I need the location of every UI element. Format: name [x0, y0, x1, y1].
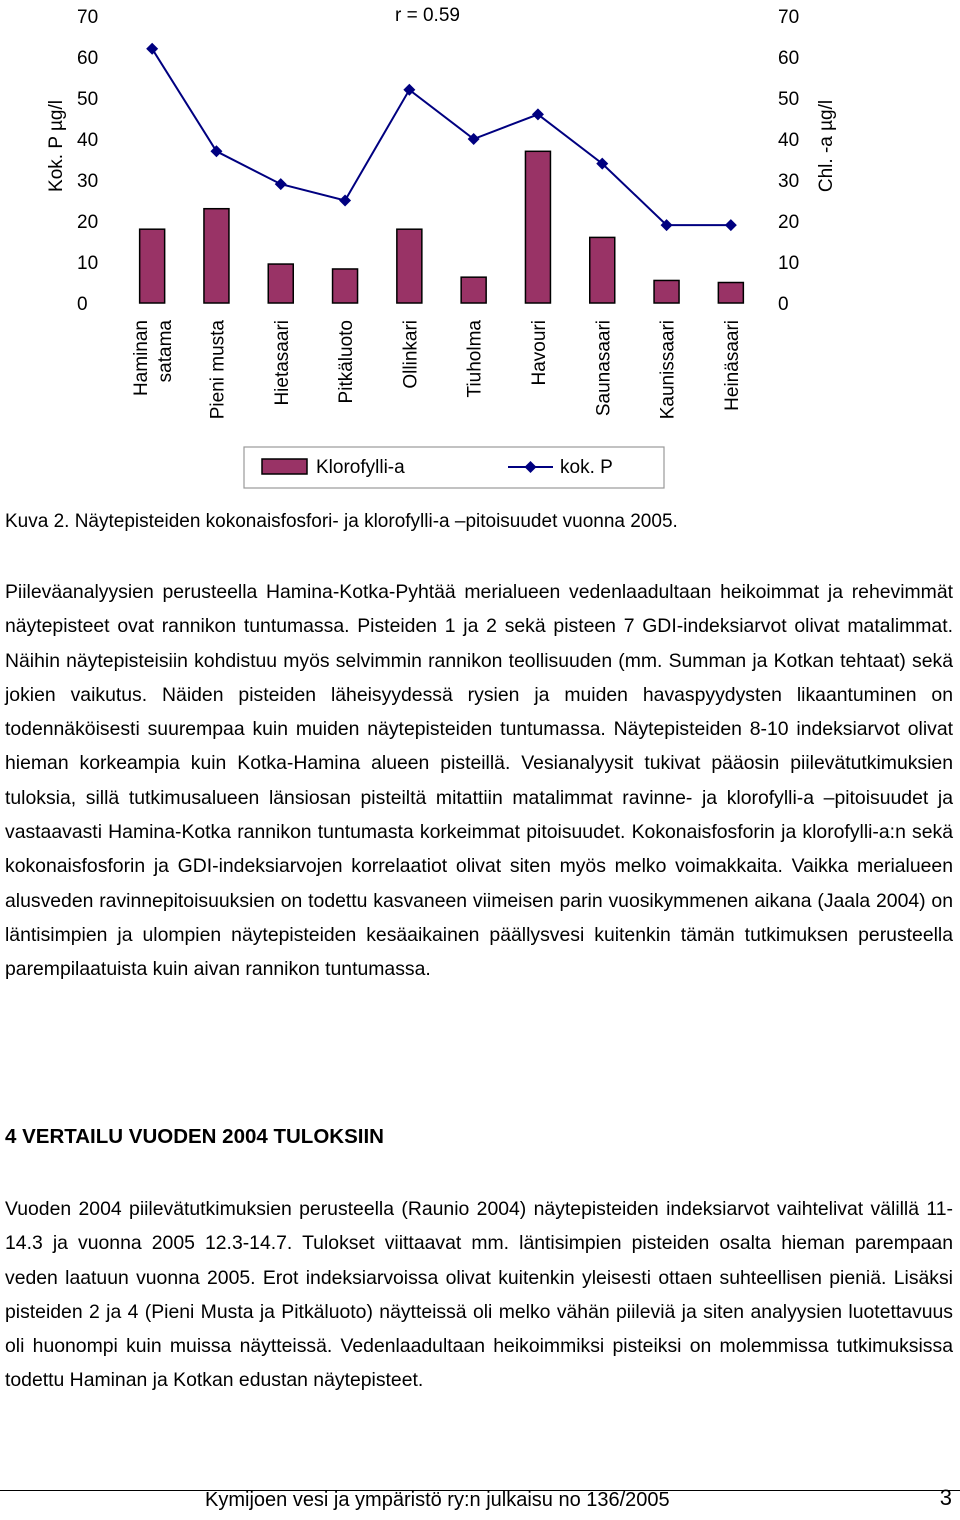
right-tick-label: 30: [778, 171, 800, 192]
category-label: Ollinkari: [400, 320, 422, 389]
left-tick-label: 50: [77, 89, 99, 110]
category-label: Heinäsaari: [721, 320, 743, 411]
legend: [244, 447, 664, 488]
left-axis-label: Kok. P µg/l: [46, 100, 67, 192]
left-tick-label: 70: [77, 7, 99, 28]
page-number: 3: [939, 1485, 952, 1510]
bar: [268, 264, 293, 303]
left-tick-label: 10: [77, 253, 99, 274]
left-tick-label: 20: [77, 212, 99, 233]
bar: [140, 229, 165, 303]
bar: [718, 283, 743, 304]
line-point: [146, 43, 158, 55]
bar: [397, 229, 422, 303]
x-axis-labels: [131, 320, 743, 420]
legend-bar-swatch: [262, 459, 307, 474]
chart: [0, 0, 960, 500]
bar: [204, 209, 229, 303]
category-label: Pieni musta: [207, 320, 229, 420]
left-tick-label: 40: [77, 130, 99, 151]
bar: [333, 269, 358, 303]
bar-series: [140, 151, 744, 303]
right-tick-label: 70: [778, 7, 800, 28]
section-heading: 4 VERTAILU VUODEN 2004 TULOKSIIN: [5, 1125, 384, 1148]
category-label: Haminan satama: [131, 320, 177, 397]
line-path: [152, 49, 731, 225]
legend-bar-label: Klorofylli-a: [316, 457, 405, 478]
left-y-axis: [77, 7, 98, 315]
bar: [461, 277, 486, 303]
line-point: [339, 195, 351, 207]
right-axis-label: Chl. -a µg/l: [816, 99, 837, 193]
right-tick-label: 40: [778, 130, 800, 151]
category-label: Tiuholma: [464, 320, 486, 398]
bar: [525, 151, 550, 303]
category-label: Saunasaari: [593, 320, 615, 417]
right-tick-label: 10: [778, 253, 800, 274]
line-series: [146, 43, 737, 231]
figure-caption: Kuva 2. Näytepisteiden kokonaisfosfori- ja klorofylli-a –pitoisuudet vuonna 2005.: [5, 511, 678, 532]
paragraph-1: Piileväanalyysien perusteella Hamina-Kotka-Pyhtää merialueen vedenlaadultaan heikoimmat ja rehevimmät näytepisteet ovat rannikon tuntumassa. Pisteiden 1 ja 2 sekä pisteen 7 GDI-indeksiarvot olivat matalimmat. Näihin näytepisteisiin kohdistuu myös selvimmin rannikon teollisuuden (mm. Summan ja Kotkan tehtaat) sekä jokien vaikutus. Näiden pisteiden läheisyydessä rysien ja muiden havaspyydysten likaantuminen on todennäköisesti suurempaa kuin muiden näytepisteiden tuntumassa. Näytepisteiden 8-10 indeksiarvot olivat hieman korkeampia kuin Kotka-Hamina alueen pisteillä. Vesianalyysit tukivat pääosin piilevätutkimuksien tuloksia, sillä tutkimusalueen länsiosan pisteiltä mitattiin matalimmat ravinne- ja klorofylli-a –pitoisuudet ja vastaavasti Hamina-Kotka rannikon tuntumasta korkeimmat pitoisuudet. Kokonaisfosforin ja klorofylli-a:n sekä kokonaisfosforin ja GDI-indeksiarvojen korrelaatiot olivat siten myös melko voimakkaita. Vaikka merialueen alusveden ravinnepitoisuuksien on todettu kasvaneen viimeisen parin vuosikymmenen aikana (Jaala 2004) on läntisimpien ja ulompien näytepisteiden kesäaikainen päällysvesi kuitenkin tämän tutkimuksen perusteella parempilaatuista kuin aivan rannikon tuntumassa.: [5, 581, 953, 981]
category-label: Kaunissaari: [657, 320, 679, 420]
chart-title: r = 0.59: [395, 5, 460, 26]
line-point: [275, 178, 287, 190]
left-tick-label: 0: [77, 294, 88, 315]
category-label: Havouri: [528, 320, 550, 386]
line-point: [210, 145, 222, 157]
right-tick-label: 50: [778, 89, 800, 110]
legend-line-label: kok. P: [560, 457, 613, 478]
category-label: Pitkäluoto: [336, 320, 358, 404]
bar: [590, 237, 615, 303]
right-tick-label: 20: [778, 212, 800, 233]
line-point: [725, 219, 737, 231]
legend-line-marker: [525, 461, 537, 473]
left-tick-label: 60: [77, 48, 99, 69]
left-tick-label: 30: [77, 171, 99, 192]
bar: [654, 280, 679, 303]
category-label: Hietasaari: [271, 320, 293, 406]
right-y-axis: [778, 7, 799, 315]
right-tick-label: 0: [778, 294, 789, 315]
footer-publication: Kymijoen vesi ja ympäristö ry:n julkaisu no 136/2005: [205, 1489, 670, 1511]
right-tick-label: 60: [778, 48, 800, 69]
paragraph-2: Vuoden 2004 piilevätutkimuksien perusteella (Raunio 2004) näytepisteiden indeksiarvot vaihtelivat välillä 11-14.3 ja vuonna 2005 12.3-14.7. Tulokset viittaavat mm. läntisimpien pisteiden osalta hieman parempaan veden laatuun vuonna 2005. Erot indeksiarvoissa olivat kuitenkin yleisesti ottaen suhteellisen pieniä. Lisäksi pisteiden 2 ja 4 (Pieni Musta ja Pitkäluoto) näytteissä oli melko vähän piileviä ja siten analyysien luotettavuus oli huonompi kuin muissa näytteissä. Vedenlaadultaan heikoimmiksi pisteiksi on molemmissa tutkimuksissa todettu Haminan ja Kotkan edustan näytepisteet.: [5, 1198, 953, 1392]
